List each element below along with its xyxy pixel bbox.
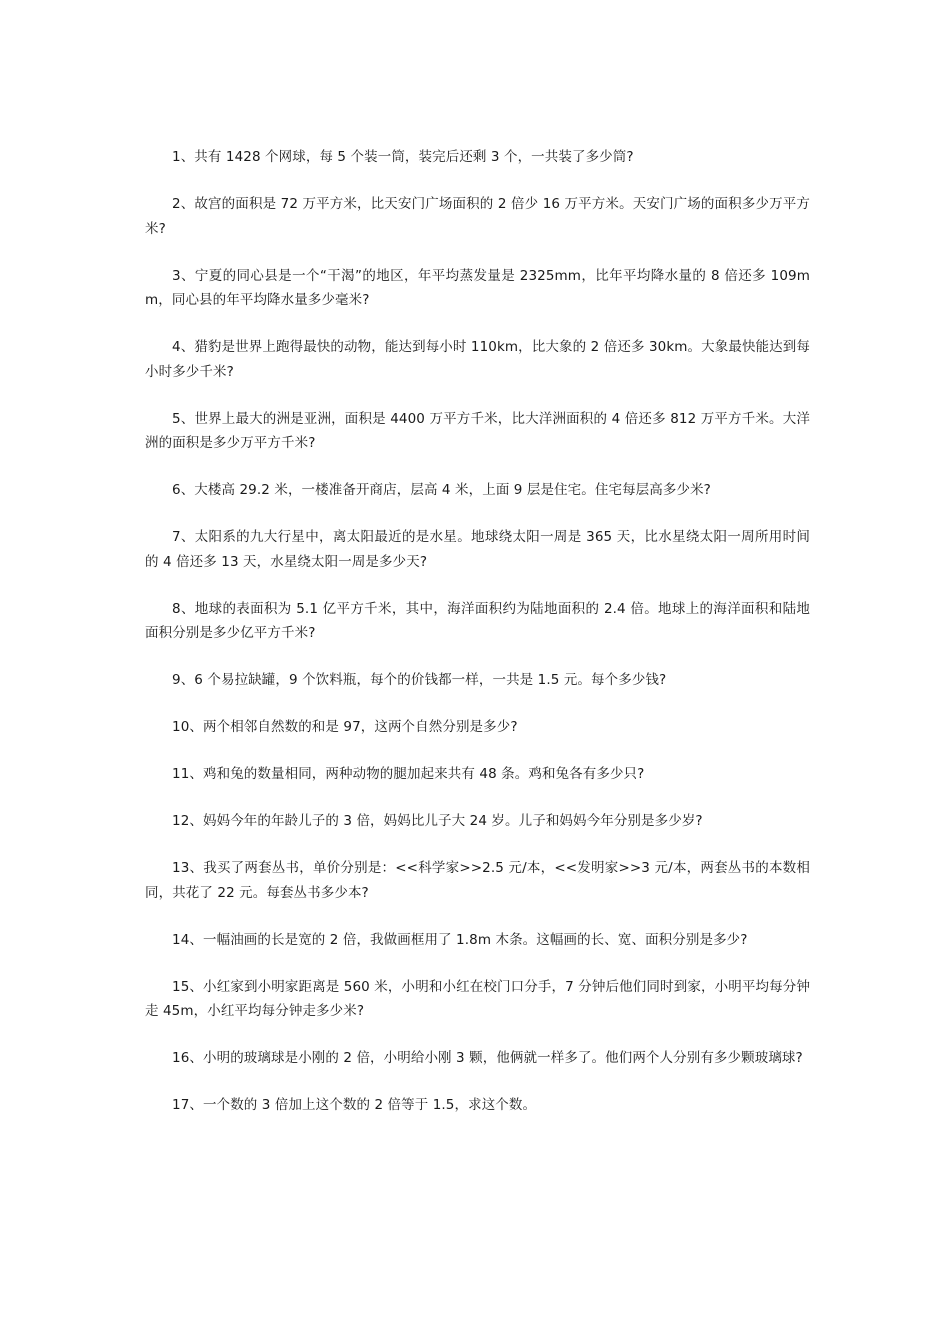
problem-text: 、大楼高 29.2 米，一楼准备开商店，层高 4 米，上面 9 层是住宅。住宅每层高多少米?	[180, 482, 711, 498]
problem-8	[145, 597, 810, 646]
problem-text: 、宁夏的同心县是一个“干渴”的地区，年平均蒸发量是 2325mm，比年平均降水量的 8 倍还多 109mm，同心县的年平均降水量多少毫米?	[145, 267, 810, 308]
problem-text: 、小明的玻璃球是小刚的 2 倍，小明给小刚 3 颗，他俩就一样多了。他们两个人分别有多少颗玻璃球?	[189, 1050, 803, 1066]
problem-3	[145, 264, 810, 313]
problem-number: 17	[172, 1097, 190, 1113]
problem-4	[145, 335, 810, 384]
problem-text: 、故宫的面积是 72 万平方米，比天安门广场面积的 2 倍少 16 万平方米。天安门广场的面积多少万平方米?	[145, 196, 810, 237]
problem-number: 2	[172, 196, 181, 212]
problem-number: 5	[172, 410, 181, 427]
problem-number: 3	[172, 267, 181, 284]
problem-13	[145, 856, 810, 905]
problem-text: 、我买了两套丛书，单价分别是：<<科学家>>2.5 元/本，<<发明家>>3 元/本，两套丛书的本数相同，共花了 22 元。每套丛书多少本?	[145, 860, 810, 901]
problem-9	[145, 668, 810, 693]
problem-number: 16	[172, 1050, 190, 1066]
problem-number: 6	[172, 482, 181, 498]
problem-12	[145, 809, 810, 834]
problem-10	[145, 715, 810, 740]
problem-list	[145, 145, 810, 1140]
problem-number: 12	[172, 813, 190, 829]
problem-6	[145, 478, 810, 503]
problem-text: 、一个数的 3 倍加上这个数的 2 倍等于 1.5，求这个数。	[189, 1097, 537, 1113]
problem-text: 、一幅油画的长是宽的 2 倍，我做画框用了 1.8m 木条。这幅画的长、宽、面积分别是多少?	[189, 931, 748, 948]
problem-1	[145, 145, 810, 170]
problem-text: 、两个相邻自然数的和是 97，这两个自然分别是多少?	[189, 719, 518, 735]
problem-number: 13	[172, 860, 190, 876]
problem-text: 、鸡和兔的数量相同，两种动物的腿加起来共有 48 条。鸡和兔各有多少只?	[189, 766, 645, 782]
problem-text: 、小红家到小明家距离是 560 米，小明和小红在校门口分手，7 分钟后他们同时到家，小明平均每分钟走 45m，小红平均每分钟走多少米?	[145, 978, 810, 1019]
problem-number: 14	[172, 931, 190, 948]
problem-14	[145, 928, 810, 953]
problem-text: 、世界上最大的洲是亚洲，面积是 4400 万平方千米，比大洋洲面积的 4 倍还多 812 万平方千米。大洋洲的面积是多少万平方千米?	[145, 410, 810, 451]
problem-text: 、6 个易拉缺罐，9 个饮料瓶，每个的价钱都一样，一共是 1.5 元。每个多少钱?	[180, 672, 667, 688]
problem-number: 8	[172, 600, 181, 617]
problem-text: 、太阳系的九大行星中，离太阳最近的是水星。地球绕太阳一周是 365 天，比水星绕太阳一周所用时间的 4 倍还多 13 天，水星绕太阳一周是多少天?	[145, 529, 810, 570]
problem-text: 、妈妈今年的年龄儿子的 3 倍，妈妈比儿子大 24 岁。儿子和妈妈今年分别是多少岁?	[189, 813, 703, 829]
problem-number: 11	[172, 766, 190, 782]
problem-number: 4	[172, 339, 181, 355]
problem-number: 1	[172, 149, 181, 165]
problem-16	[145, 1046, 810, 1071]
problem-number: 7	[172, 529, 181, 545]
problem-text: 、地球的表面积为 5.1 亿平方千米，其中，海洋面积约为陆地面积的 2.4 倍。地球上的海洋面积和陆地面积分别是多少亿平方千米?	[145, 600, 810, 641]
problem-7	[145, 525, 810, 574]
problem-text: 、猎豹是世界上跑得最快的动物，能达到每小时 110km，比大象的 2 倍还多 30km。大象最快能达到每小时多少千米?	[145, 339, 810, 380]
problem-15	[145, 975, 810, 1024]
problem-2	[145, 192, 810, 241]
problem-11	[145, 762, 810, 787]
problem-number: 10	[172, 719, 190, 735]
problem-number: 9	[172, 672, 181, 688]
problem-number: 15	[172, 978, 190, 995]
problem-text: 、共有 1428 个网球，每 5 个装一筒，装完后还剩 3 个，一共装了多少筒?	[180, 149, 634, 165]
problem-5	[145, 407, 810, 456]
problem-17	[145, 1093, 810, 1118]
